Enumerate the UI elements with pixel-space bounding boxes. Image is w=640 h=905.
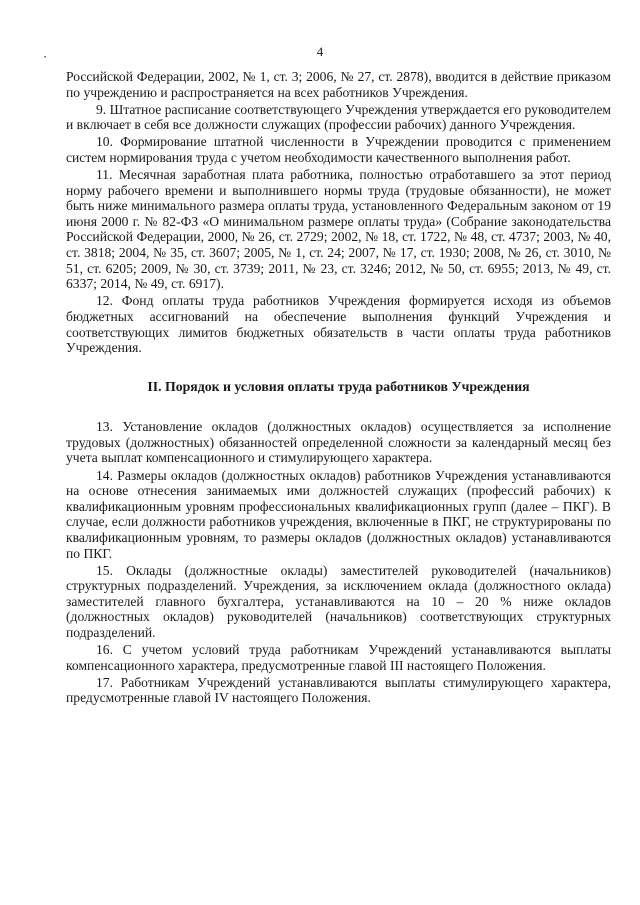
paragraph-13: 13. Установление окладов (должностных окладов) осуществляется за исполнение трудовых (должностных) обязанностей определенной сложности за календарный месяц без учета выплат компенсационного и стимулирующего характера.: [66, 419, 611, 466]
paragraph-11: 11. Месячная заработная плата работника, полностью отработавшего за этот период норму рабочего времени и выполнившего нормы труда (трудовые обязанности), не может быть ниже минимального размера оплаты труда, установленного Федеральным законом от 19 июня 2000 г. № 82-ФЗ «О минимальном размере оплаты труда» (Собрание законодательства Российской Федерации, 2000, № 26, ст. 2729; 2002, № 18, ст. 1722, № 48, ст. 4737; 2003, № 40, ст. 3818; 2004, № 35, ст. 3607; 2005, № 1, ст. 24; 2007, № 17, ст. 1930; 2008, № 26, ст. 3010, № 51, ст. 6205; 2009, № 30, ст. 3739; 2011, № 23, ст. 3246; 2012, № 50, ст. 6955; 2013, № 49, ст. 6337; 2014, № 49, ст. 6917).: [66, 167, 611, 292]
paragraph-10: 10. Формирование штатной численности в Учреждении проводится с применением систем нормирования труда с учетом необходимости качественного выполнения работ.: [66, 134, 611, 165]
paragraph-16: 16. С учетом условий труда работникам Учреждений устанавливаются выплаты компенсационного характера, предусмотренные главой III настоящего Положения.: [66, 642, 611, 673]
section-heading: II. Порядок и условия оплаты труда работников Учреждения: [147, 378, 530, 394]
paragraph-15: 15. Оклады (должностные оклады) заместителей руководителей (начальников) структурных подразделений. Учреждения, за исключением оклада (должностного оклада) заместителей главного бухгалтера, устанавливаются на 10 – 20 % ниже окладов (должностных окладов) руководителей (начальников) соответствующих структурных подразделений.: [66, 562, 611, 640]
paragraph-14: 14. Размеры окладов (должностных окладов) работников Учреждения устанавливаются на основе отнесения занимаемых ими должностей служащих (профессий рабочих) к квалификационным уровням профессиональных квалификационных групп (далее – ПКГ). В случае, если должности работников учреждения, включенные в ПКГ, не структурированы по квалификационным уровням, то размеры окладов (должностных окладов) устанавливаются по ПКГ.: [66, 467, 611, 561]
paragraph-9: 9. Штатное расписание соответствующего Учреждения утверждается его руководителем и включает в себя все должности служащих (профессии рабочих) данного Учреждения.: [66, 101, 611, 133]
stray-mark: ·: [43, 49, 48, 64]
page-number: 4: [316, 44, 324, 59]
paragraph-17: 17. Работникам Учреждений устанавливаются выплаты стимулирующего характера, предусмотренные главой IV настоящего Положения.: [66, 674, 611, 706]
paragraph-continuation: Российской Федерации, 2002, № 1, ст. 3; 2006, № 27, ст. 2878), вводится в действие приказом по учреждению и распространяется на всех работников Учреждения.: [66, 69, 611, 100]
paragraph-12: 12. Фонд оплаты труда работников Учреждения формируется исходя из объемов бюджетных ассигнований на обеспечение выполнения функций Учреждения и соответствующих лимитов бюджетных обязательств в части оплаты труда работников Учреждения.: [66, 293, 611, 356]
document-body: [66, 69, 611, 707]
